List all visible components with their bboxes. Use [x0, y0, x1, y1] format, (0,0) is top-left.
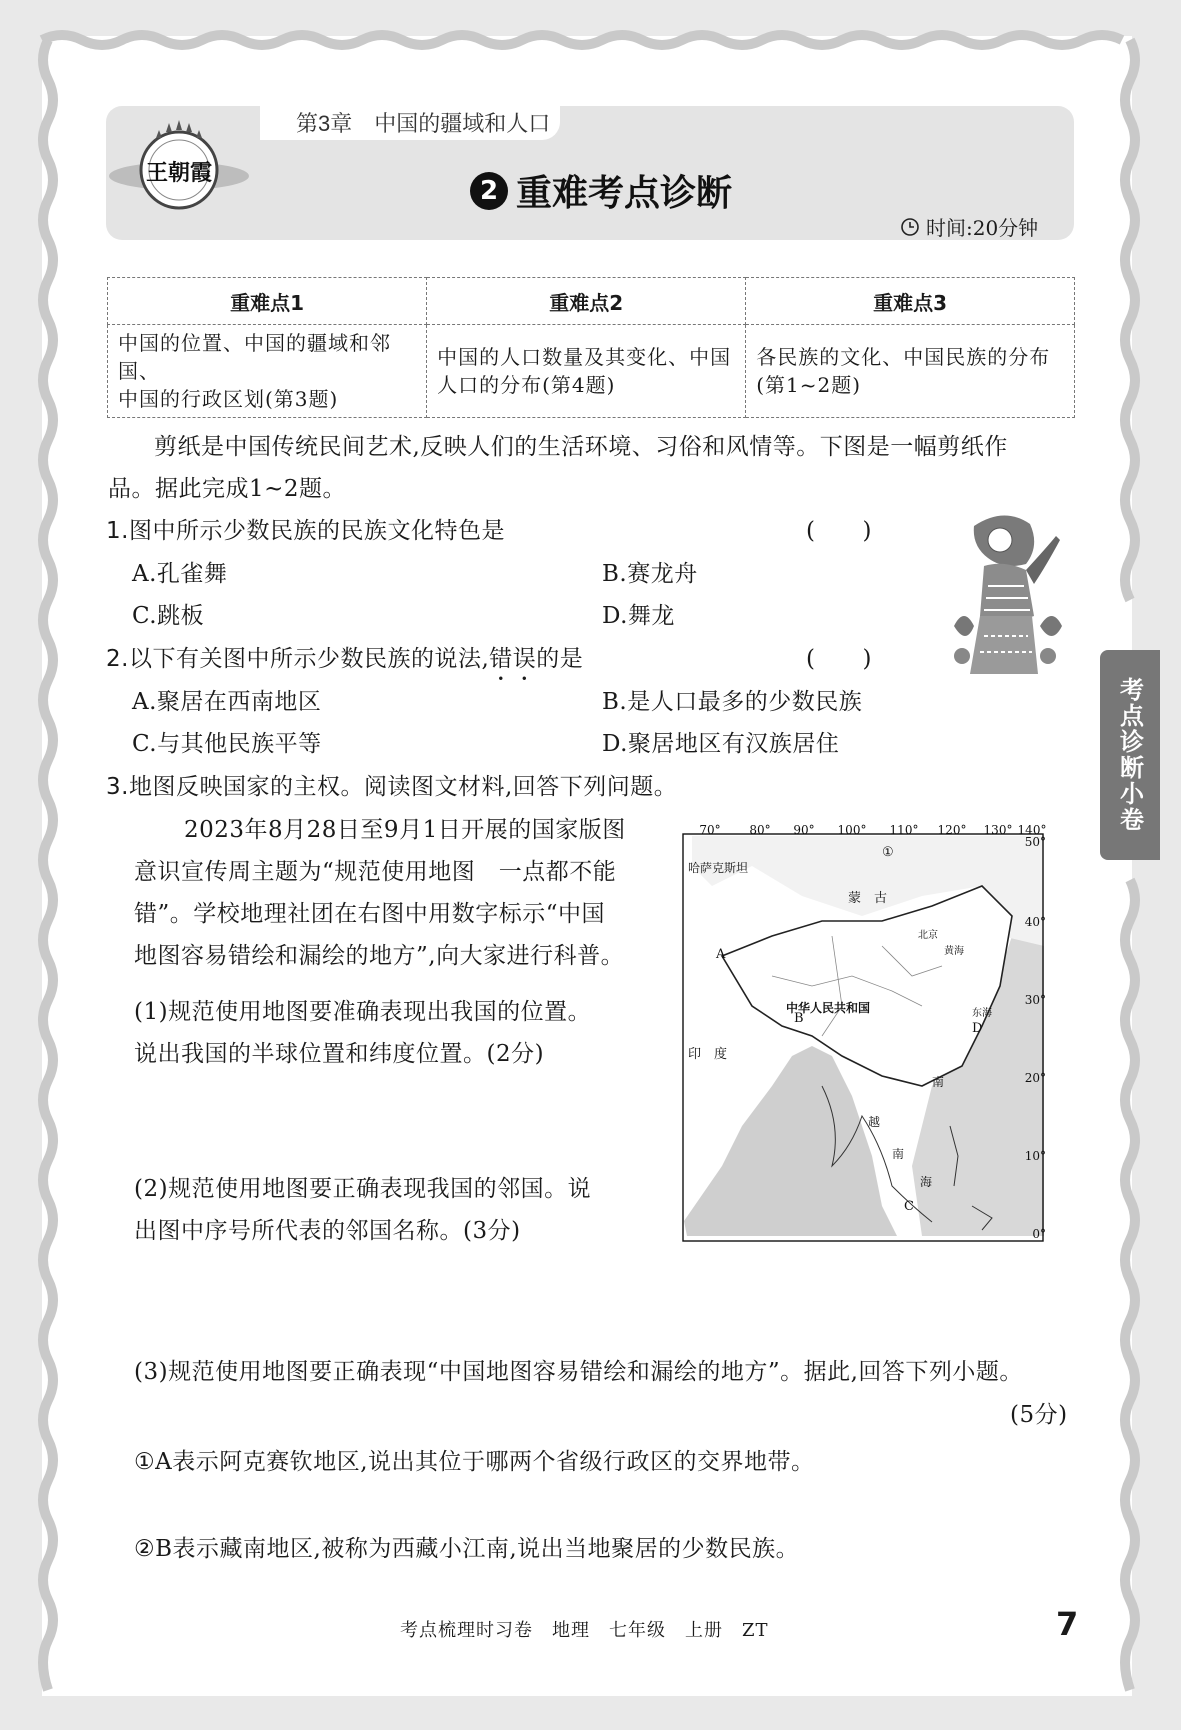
longitude-label: 130°	[983, 823, 1013, 837]
option-a[interactable]: A.聚居在西南地区	[132, 689, 322, 715]
longitude-label: 120°	[937, 823, 967, 837]
subquestion-3-item-1: ①A表示阿克赛钦地区,说出其位于哪两个省级行政区的交界地带。	[134, 1449, 815, 1475]
map-letter-marker: A	[716, 947, 726, 962]
option-c[interactable]: C.跳板	[132, 603, 205, 629]
map-place-label: 黄海	[944, 946, 964, 957]
subquestion-3-score: (5分)	[1010, 1402, 1068, 1428]
question-stem: 地图反映国家的主权。阅读图文材料,回答下列问题。	[128, 774, 678, 800]
page-number: 7	[1056, 1605, 1079, 1643]
longitude-label: 80°	[749, 823, 771, 837]
material-line-3: 错”。学校地理社团在右图中用数字标示“中国	[134, 901, 606, 927]
latitude-label: 30°	[1024, 993, 1046, 1007]
question-2: 2.以下有关图中所示少数民族的说法,错误的是	[106, 646, 584, 672]
map-place-label: 海	[920, 1175, 933, 1189]
question-3	[106, 768, 677, 801]
map-place-label: 中华人民共和国	[786, 1001, 871, 1015]
question-stem: 图中所示少数民族的民族文化特色是	[128, 518, 505, 544]
option-b[interactable]: B.赛龙舟	[602, 561, 698, 587]
subquestion-3: (3)规范使用地图要正确表现“中国地图容易错绘和漏绘的地方”。据此,回答下列小题。	[134, 1359, 1023, 1385]
key-point-header-3: 重难点3	[746, 278, 1075, 325]
option-d[interactable]: D.聚居地区有汉族居住	[602, 731, 840, 757]
intro-line-2: 品。据此完成1~2题。	[108, 476, 347, 502]
subquestion-1-line-2: 说出我国的半球位置和纬度位置。(2分)	[134, 1041, 545, 1067]
map-place-label: 东海	[972, 1008, 992, 1019]
longitude-label: 70°	[699, 823, 721, 837]
map-letter-marker: B	[794, 1011, 804, 1026]
map-place-label: 蒙 古	[848, 891, 888, 906]
section-title-text: 重难考点诊断	[516, 173, 733, 214]
latitude-label: 40°	[1024, 915, 1046, 929]
key-point-header-2: 重难点2	[427, 278, 746, 325]
map-place-label: ①	[882, 845, 894, 860]
map-svg	[682, 823, 1047, 1242]
subquestion-3-item-2: ②B表示藏南地区,被称为西藏小江南,说出当地聚居的少数民族。	[134, 1536, 800, 1562]
subquestion-2-line-2: 出图中序号所代表的邻国名称。(3分)	[134, 1218, 521, 1244]
map-letter-marker: C	[904, 1199, 914, 1214]
key-point-cell-1: 中国的位置、中国的疆域和邻国、 中国的行政区划(第3题)	[108, 325, 427, 418]
publisher-logo	[104, 118, 254, 218]
answer-paren[interactable]: ( )	[806, 518, 872, 544]
option-a[interactable]: A.孔雀舞	[132, 561, 228, 587]
time-limit	[900, 212, 1038, 241]
emphasized-word: 错误	[489, 646, 537, 672]
key-point-cell-3: 各民族的文化、中国民族的分布 (第1~2题)	[746, 325, 1075, 418]
map-place-label: 哈萨克斯坦	[688, 861, 749, 875]
map-letter-marker: D	[972, 1021, 983, 1036]
question-number: 1.	[106, 518, 129, 544]
key-points-table	[107, 277, 1075, 418]
subquestion-2-line-1: (2)规范使用地图要正确表现我国的邻国。说	[134, 1176, 592, 1202]
question-1	[106, 512, 505, 545]
longitude-label: 140°	[1017, 823, 1047, 837]
map-place-label: 印 度	[688, 1047, 728, 1062]
key-point-header-1: 重难点1	[108, 278, 427, 325]
section-title	[470, 165, 732, 216]
material-line-4: 地图容易错绘和漏绘的地方”,向大家进行科普。	[134, 943, 625, 969]
side-tab-label[interactable]: 考点诊断小卷	[1100, 650, 1160, 860]
papercut-dancer-image	[944, 506, 1066, 678]
footer-text: 考点梳理时习卷 地理 七年级 上册 ZT	[400, 1620, 769, 1641]
intro-line-1: 剪纸是中国传统民间艺术,反映人们的生活环境、习俗和风情等。下图是一幅剪纸作	[154, 434, 1008, 460]
logo-text: 王朝霞	[145, 160, 213, 186]
option-c[interactable]: C.与其他民族平等	[132, 731, 322, 757]
option-b[interactable]: B.是人口最多的少数民族	[602, 689, 863, 715]
material-line-1: 2023年8月28日至9月1日开展的国家版图	[184, 817, 626, 843]
map-place-label: 越	[868, 1115, 881, 1129]
key-point-cell-2: 中国的人口数量及其变化、中国 人口的分布(第4题)	[427, 325, 746, 418]
latitude-label: 0°	[1032, 1227, 1046, 1241]
answer-paren[interactable]: ( )	[806, 646, 872, 672]
longitude-label: 100°	[837, 823, 867, 837]
latitude-label: 10°	[1024, 1149, 1046, 1163]
china-map-figure	[682, 823, 1047, 1242]
clock-icon	[900, 217, 920, 237]
longitude-label: 110°	[889, 823, 919, 837]
section-number: 2	[470, 172, 508, 210]
option-d[interactable]: D.舞龙	[602, 603, 675, 629]
longitude-label: 90°	[793, 823, 815, 837]
map-place-label: 南	[932, 1075, 945, 1089]
map-place-label: 南	[892, 1147, 905, 1161]
latitude-label: 20°	[1024, 1071, 1046, 1085]
subquestion-1-line-1: (1)规范使用地图要准确表现出我国的位置。	[134, 999, 592, 1025]
material-line-2: 意识宣传周主题为“规范使用地图 一点都不能	[134, 859, 617, 885]
question-number: 3.	[106, 774, 129, 800]
question-number: 2.	[106, 646, 129, 672]
time-label: 时间:20分钟	[926, 216, 1039, 240]
map-place-label: 北京	[918, 930, 938, 941]
latitude-label: 50°	[1024, 835, 1046, 849]
chapter-title: 第3章 中国的疆域和人口	[296, 111, 551, 136]
